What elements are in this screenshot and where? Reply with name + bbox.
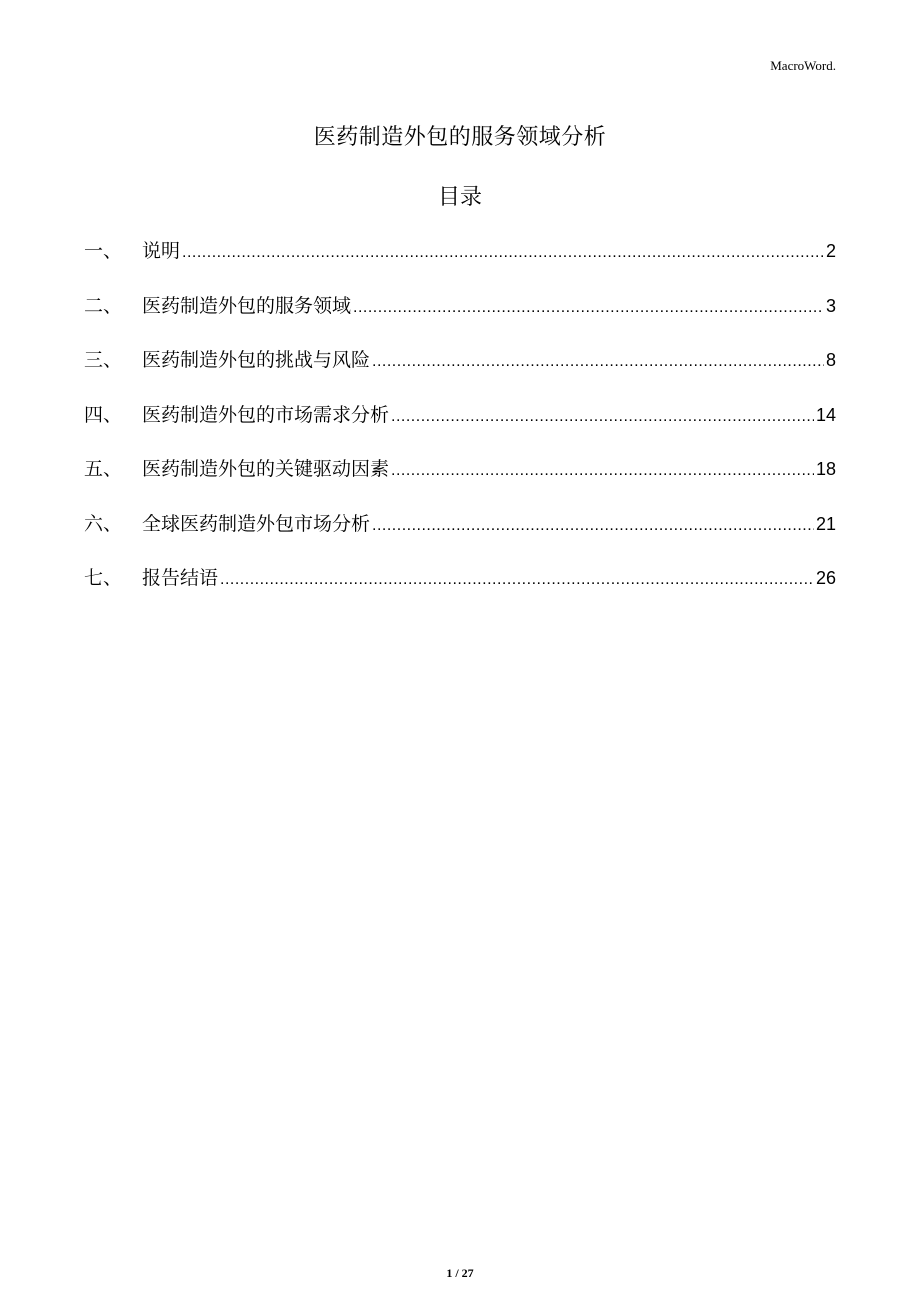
toc-entry-page: 18 [815, 459, 836, 479]
toc-entry-number: 二、 [84, 294, 123, 317]
toc-entry-title: 说明 [142, 240, 181, 262]
document-title: 医药制造外包的服务领域分析 [313, 125, 607, 150]
toc-entry-title: 医药制造外包的挑战与风险 [142, 349, 371, 371]
toc-dot-leader [353, 289, 824, 327]
toc-entry-title: 报告结语 [142, 567, 219, 589]
toc-heading: 目录 [437, 185, 482, 210]
toc-entry-page: 26 [815, 568, 836, 588]
table-of-contents [84, 232, 836, 614]
toc-entry[interactable] [84, 341, 836, 396]
toc-entry-title: 全球医药制造外包市场分析 [142, 512, 371, 535]
toc-entry-title: 医药制造外包的关键驱动因素 [142, 458, 390, 480]
toc-entry[interactable] [84, 450, 836, 505]
toc-entry[interactable] [84, 396, 836, 451]
toc-entry[interactable] [84, 559, 836, 614]
toc-dot-leader [391, 398, 814, 436]
toc-entry-page: 14 [815, 404, 836, 425]
toc-entry-number: 三、 [84, 349, 123, 371]
toc-entry-number: 一、 [84, 240, 123, 262]
toc-entry-number: 五、 [84, 458, 123, 480]
toc-dot-leader [372, 343, 824, 381]
toc-entry-page: 3 [825, 295, 836, 316]
header-brand: MacroWord. [770, 58, 836, 73]
toc-entry[interactable] [84, 287, 836, 342]
toc-entry-number: 四、 [84, 403, 123, 426]
toc-entry[interactable] [84, 505, 836, 560]
toc-entry-number: 七、 [84, 567, 123, 589]
toc-entry-page: 8 [825, 350, 836, 370]
toc-entry-page: 2 [825, 241, 836, 261]
toc-entry-page: 21 [815, 513, 836, 534]
toc-dot-leader [220, 561, 814, 599]
toc-entry[interactable] [84, 232, 836, 287]
page-number-footer: 1 / 27 [446, 1266, 474, 1280]
toc-dot-leader [372, 507, 814, 545]
toc-dot-leader [182, 234, 824, 272]
toc-entry-title: 医药制造外包的服务领域 [142, 294, 352, 317]
toc-entry-title: 医药制造外包的市场需求分析 [142, 403, 390, 426]
toc-entry-number: 六、 [84, 512, 123, 535]
toc-dot-leader [391, 452, 814, 490]
